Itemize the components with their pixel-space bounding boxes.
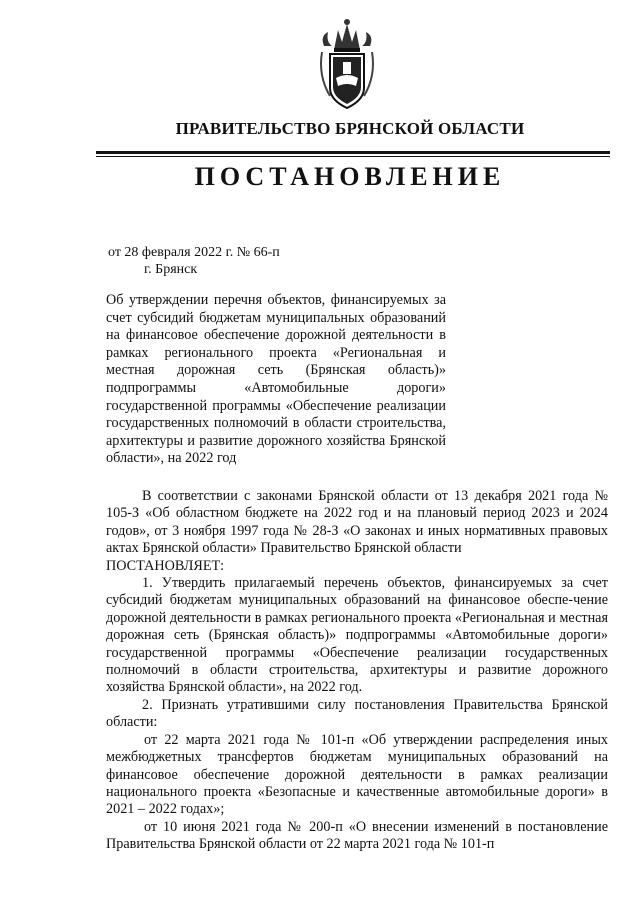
bryansk-coat-of-arms-icon [316,16,378,112]
item-2b-paragraph: от 10 июня 2021 года № 200-п «О внесении изменений в постановление Правительства Брянской области от 22 марта 2021 года № 101-п [106,818,608,853]
organization-heading: ПРАВИТЕЛЬСТВО БРЯНСКОЙ ОБЛАСТИ [175,119,525,138]
item-2a-paragraph: от 22 марта 2021 года № 101-п «Об утверждении распределения иных межбюджетных трансфертов бюджетам муниципальных образований на финансовое обеспечение дорожной деятельности в рамках реализации национального проекта «Безопасные и качественные автомобильные дороги» в 2021 – 2022 годах»; [106,731,608,818]
document-city: г. Брянск [144,262,198,277]
document-title: ПОСТАНОВЛЕНИЕ [194,162,506,191]
document-subject: Об утверждении перечня объектов, финансируемых за счет субсидий бюджетам муниципальных образований на финансовое обеспечение дорожной деятельности в рамках регионального проекта «Региональная и местная дорожная сеть (Брянская область)» подпрограммы «Автомобильные дороги» государственной программы «Обеспечение реализации государственных полномочий в области строительства, архитектуры и развитие дорожного хозяйства Брянской области», на 2022 год [106,292,446,467]
document-body [106,488,608,854]
header-rule-thin [96,156,610,157]
preamble-paragraph: В соответствии с законами Брянской области от 13 декабря 2021 года № 105-З «Об областном бюджете на 2022 год и на плановый период 2023 и 2024 годов», от 3 ноября 1997 года № 28-З «О законах и иных нормативных правовых актах Брянской области» Правительство Брянской области [106,488,608,557]
header-rule-thick [96,151,610,154]
item-2-paragraph: 2. Признать утратившими силу постановления Правительства Брянской области: [106,696,608,731]
item-1-paragraph: 1. Утвердить прилагаемый перечень объектов, финансируемых за счет субсидий бюджетам муниципальных образований на финансовое обеспе-чение дорожной деятельности в рамках регионального проекта «Региональная и местная дорожная сеть (Брянская область)» подпрограммы «Автомобильные дороги» государственной программы «Обеспечение реализации государственных полномочий в области строительства, архитектуры и развитие дорожного хозяйства Брянской области», на 2022 год. [106,575,608,696]
document-date: от 28 февраля 2022 г. № 66-п [108,245,280,260]
resolves-heading: ПОСТАНОВЛЯЕТ: [106,557,225,574]
